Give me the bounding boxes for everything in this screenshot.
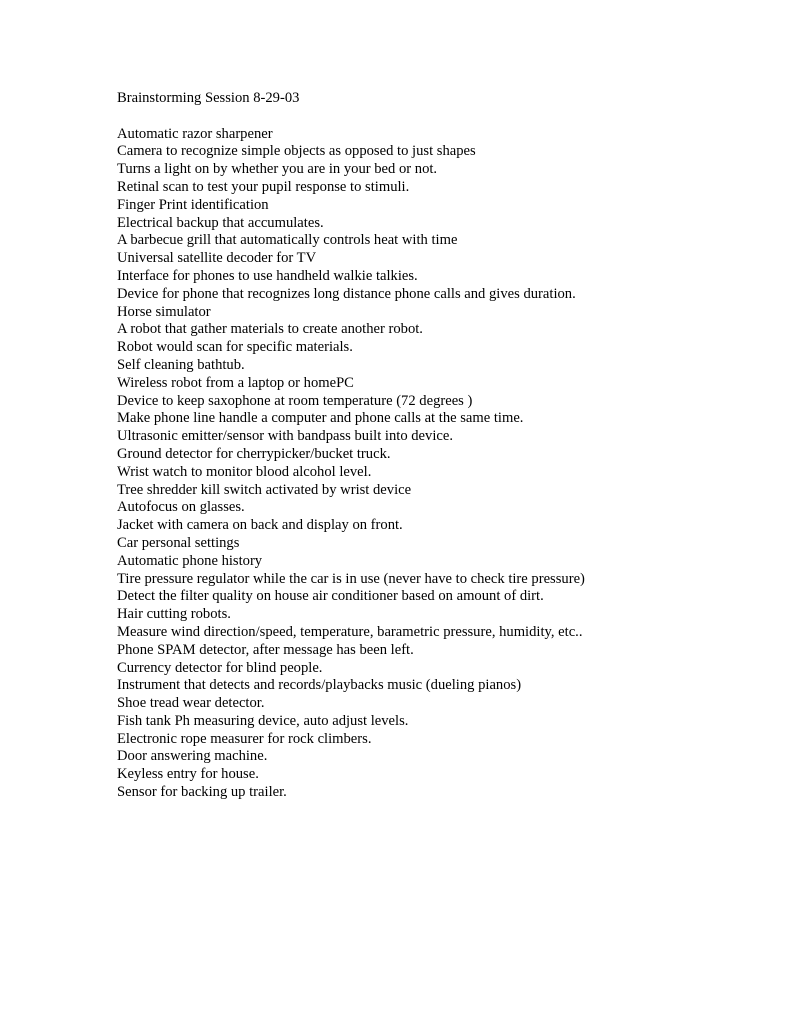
idea-item: Horse simulator: [117, 303, 211, 320]
idea-item: Electronic rope measurer for rock climbers.: [117, 730, 372, 747]
idea-item: Instrument that detects and records/playbacks music (dueling pianos): [117, 677, 522, 694]
idea-item: Ground detector for cherrypicker/bucket truck.: [117, 445, 391, 462]
idea-item: Door answering machine.: [117, 748, 268, 765]
idea-item: Shoe tread wear detector.: [117, 695, 265, 712]
idea-item: Make phone line handle a computer and phone calls at the same time.: [117, 410, 524, 427]
idea-item: Jacket with camera on back and display on front.: [117, 517, 403, 534]
idea-item: Device for phone that recognizes long distance phone calls and gives duration.: [117, 285, 576, 302]
idea-item: Wrist watch to monitor blood alcohol level.: [117, 463, 372, 480]
title-spacer: [117, 108, 757, 126]
idea-item: Self cleaning bathtub.: [117, 356, 245, 373]
idea-item: Automatic phone history: [117, 552, 263, 569]
idea-item: Sensor for backing up trailer.: [117, 784, 287, 801]
idea-item: Keyless entry for house.: [117, 766, 259, 783]
idea-item: Electrical backup that accumulates.: [117, 214, 324, 231]
document-title: Brainstorming Session 8-29-03: [117, 90, 300, 106]
idea-item: Wireless robot from a laptop or homePC: [117, 374, 354, 391]
idea-item: Tire pressure regulator while the car is in use (never have to check tire pressure): [117, 570, 585, 587]
idea-item: A barbecue grill that automatically controls heat with time: [117, 232, 458, 249]
idea-item: Phone SPAM detector, after message has been left.: [117, 641, 414, 658]
idea-item: Car personal settings: [117, 534, 240, 551]
idea-item: Hair cutting robots.: [117, 606, 231, 623]
idea-item: Device to keep saxophone at room temperature (72 degrees ): [117, 392, 473, 409]
idea-list: [117, 126, 757, 802]
idea-item: Currency detector for blind people.: [117, 659, 323, 676]
idea-item: Robot would scan for specific materials.: [117, 339, 353, 356]
idea-item: Camera to recognize simple objects as opposed to just shapes: [117, 143, 476, 160]
idea-item: Ultrasonic emitter/sensor with bandpass built into device.: [117, 428, 453, 445]
idea-item: Turns a light on by whether you are in your bed or not.: [117, 161, 438, 178]
idea-item: Tree shredder kill switch activated by wrist device: [117, 481, 412, 498]
idea-item: Measure wind direction/speed, temperature, barametric pressure, humidity, etc..: [117, 623, 583, 640]
idea-item: Detect the filter quality on house air conditioner based on amount of dirt.: [117, 588, 544, 605]
idea-item: Automatic razor sharpener: [117, 125, 273, 142]
idea-item: Autofocus on glasses.: [117, 499, 245, 516]
idea-item: Retinal scan to test your pupil response to stimuli.: [117, 178, 410, 195]
idea-item: Interface for phones to use handheld walkie talkies.: [117, 267, 418, 284]
idea-item: Universal satellite decoder for TV: [117, 250, 317, 267]
idea-item: A robot that gather materials to create another robot.: [117, 321, 423, 338]
idea-item: Fish tank Ph measuring device, auto adjust levels.: [117, 712, 409, 729]
idea-item: Finger Print identification: [117, 196, 269, 213]
document-body: [117, 90, 757, 802]
